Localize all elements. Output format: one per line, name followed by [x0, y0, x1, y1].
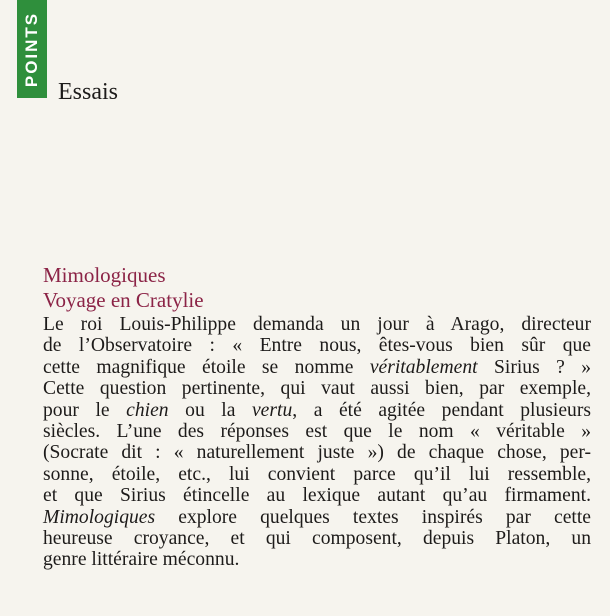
blurb-italic-text: vertu: [251, 399, 293, 421]
blurb-text: cette magnifique étoile se nomme: [43, 356, 370, 378]
publisher-logo-text: POINTS: [22, 11, 42, 87]
blurb-line: [43, 335, 591, 356]
back-cover-blurb: [43, 314, 591, 571]
book-title-line-1: Mimologiques: [43, 263, 166, 287]
blurb-line: [43, 528, 591, 549]
book-subtitle: Voyage en Cratylie: [43, 288, 204, 312]
blurb-text: de l’Observatoire : « Entre nous, êtes-vous bien sûr que: [43, 335, 591, 357]
blurb-italic-text: chien: [126, 399, 169, 421]
blurb-text: Sirius ? »: [477, 356, 592, 378]
blurb-text: siècles. L’une des réponses est que le nom « véritable »: [43, 421, 591, 443]
blurb-text: Le roi Louis-Philippe demanda un jour à Arago, directeur: [43, 314, 591, 335]
blurb-text: sonne, étoile, etc., lui convient parce qu’il lui ressemble,: [43, 463, 591, 485]
blurb-line: [43, 314, 591, 335]
blurb-line: [43, 442, 591, 463]
blurb-text: pour le: [43, 399, 127, 421]
blurb-text: Cette question pertinente, qui vaut aussi bien, par exemple,: [43, 378, 591, 400]
blurb-line: [43, 464, 591, 485]
collection-name: Essais: [58, 79, 118, 105]
blurb-text: et que Sirius étincelle au lexique autant qu’au firmament.: [43, 485, 591, 507]
blurb-italic-text: Mimologiques: [43, 506, 156, 528]
blurb-text: genre littéraire méconnu.: [43, 549, 240, 571]
blurb-italic-text: véritablement: [369, 356, 478, 378]
blurb-line: [43, 400, 591, 421]
blurb-text: ou la: [168, 399, 252, 421]
book-title: [43, 263, 204, 313]
blurb-line: [43, 507, 591, 528]
blurb-line: [43, 549, 591, 570]
blurb-line: [43, 485, 591, 506]
blurb-text: heureuse croyance, et qui composent, depuis Platon, un: [43, 528, 591, 550]
blurb-text: (Socrate dit : « naturellement juste ») de chaque chose, per-: [43, 442, 591, 464]
blurb-text: , a été agitée pendant plusieurs: [292, 399, 591, 421]
blurb-line: [43, 421, 591, 442]
blurb-line: [43, 378, 591, 399]
publisher-logo: [17, 0, 47, 98]
blurb-text: explore quelques textes inspirés par cette: [155, 506, 591, 528]
blurb-line: [43, 357, 591, 378]
